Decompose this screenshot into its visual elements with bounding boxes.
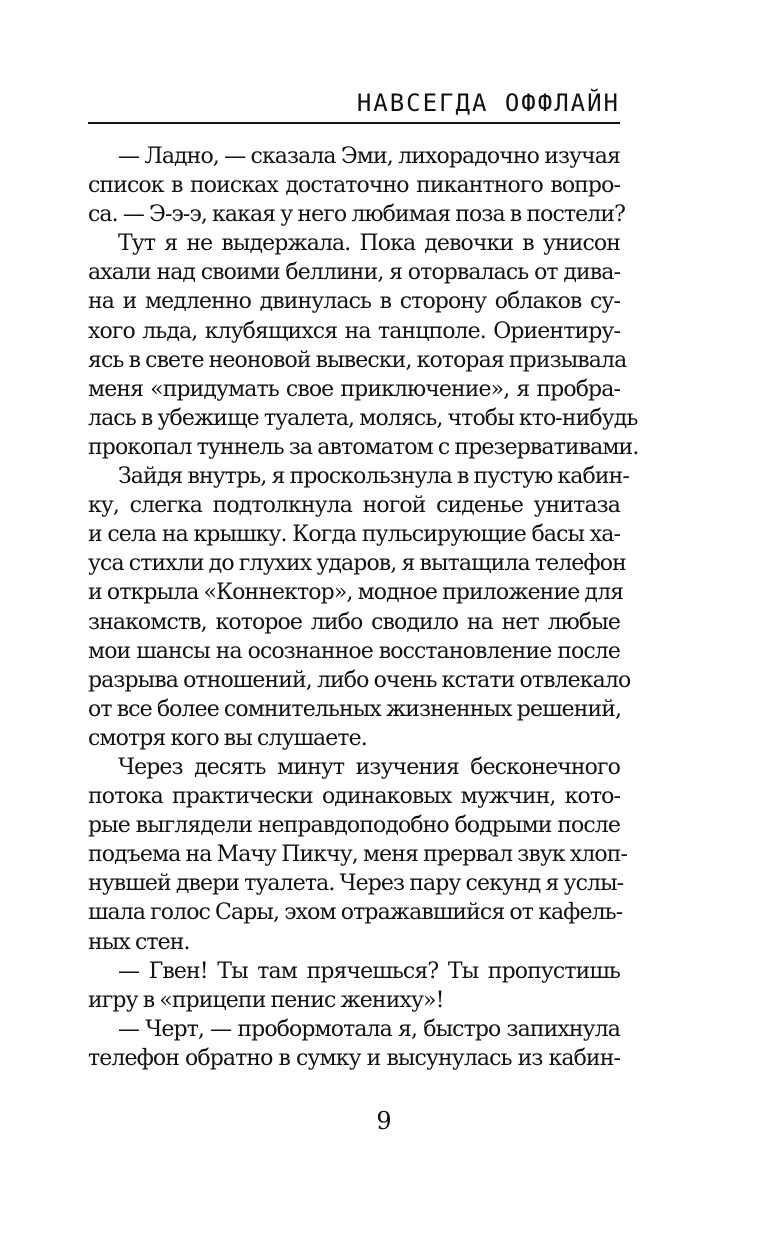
text-line: ахали над своими беллини, я оторвалась от дива- — [88, 260, 620, 286]
page-number: 9 — [376, 1107, 392, 1135]
text-line: Зайдя внутрь, я проскользнула в пустую кабин- — [118, 464, 629, 490]
text-line: ку, слегка подтолкнула ногой сиденье унитаза — [88, 493, 620, 519]
text-line: телефон обратно в сумку и высунулась из кабин- — [88, 1045, 620, 1071]
text-line: — Черт, — пробормотала я, быстро запихнула — [118, 1016, 620, 1042]
running-header — [88, 86, 620, 124]
text-line: са. — Э-э-э, какая у него любимая поза в постели? — [88, 202, 626, 228]
text-line: и открыла «Коннектор», модное приложение для — [88, 580, 624, 606]
text-line: от все более сомнительных жизненных решений, — [88, 696, 622, 722]
text-line: лась в убежище туалета, молясь, чтобы кто-нибудь — [88, 405, 638, 431]
text-line: игру в «прицепи пенис жениху»! — [88, 987, 444, 1013]
text-line: рые выглядели неправдоподобно бодрыми после — [88, 813, 620, 839]
body-text — [88, 142, 639, 1073]
text-line: — Гвен! Ты там прячешься? Ты пропустишь — [118, 958, 620, 984]
text-line: мои шансы на осознанное восстановление после — [88, 638, 620, 664]
text-line: на и медленно двинулась в сторону облаков су- — [88, 289, 620, 315]
text-line: шала голос Сары, эхом отражавшийся от кафель- — [88, 900, 623, 926]
text-line: смотря кого вы слушаете. — [88, 725, 367, 751]
text-line: уса стихли до глухих ударов, я вытащила телефон — [88, 551, 626, 577]
text-line: нувшей двери туалета. Через пару секунд я услы- — [88, 871, 624, 897]
text-line: ных стен. — [88, 929, 190, 955]
text-line: разрыва отношений, либо очень кстати отвлекало — [88, 667, 631, 693]
running-header-title: НАВСЕГДА ОФФЛАЙН — [356, 89, 620, 117]
text-line: прокопал туннель за автоматом с презервативами. — [88, 434, 639, 460]
text-line: и села на крышку. Когда пульсирующие басы ха- — [88, 522, 620, 548]
text-line: список в поисках достаточно пикантного вопро- — [88, 173, 620, 199]
text-line: Тут я не выдержала. Пока девочки в унисон — [118, 231, 620, 257]
text-line: подъема на Мачу Пикчу, меня прервал звук хлоп- — [88, 842, 628, 868]
text-line: хого льда, клубящихся на танцполе. Ориентиру- — [88, 318, 620, 344]
text-line: потока практически одинаковых мужчин, кото- — [88, 784, 620, 810]
text-line: Через десять минут изучения бесконечного — [118, 754, 620, 780]
text-line: меня «придумать свое приключение», я пробра- — [88, 376, 620, 402]
text-line: знакомств, которое либо сводило на нет любые — [88, 609, 620, 635]
text-line: ясь в свете неоновой вывески, которая призывала — [88, 347, 627, 373]
text-line: — Ладно, — сказала Эми, лихорадочно изучая — [118, 144, 620, 169]
